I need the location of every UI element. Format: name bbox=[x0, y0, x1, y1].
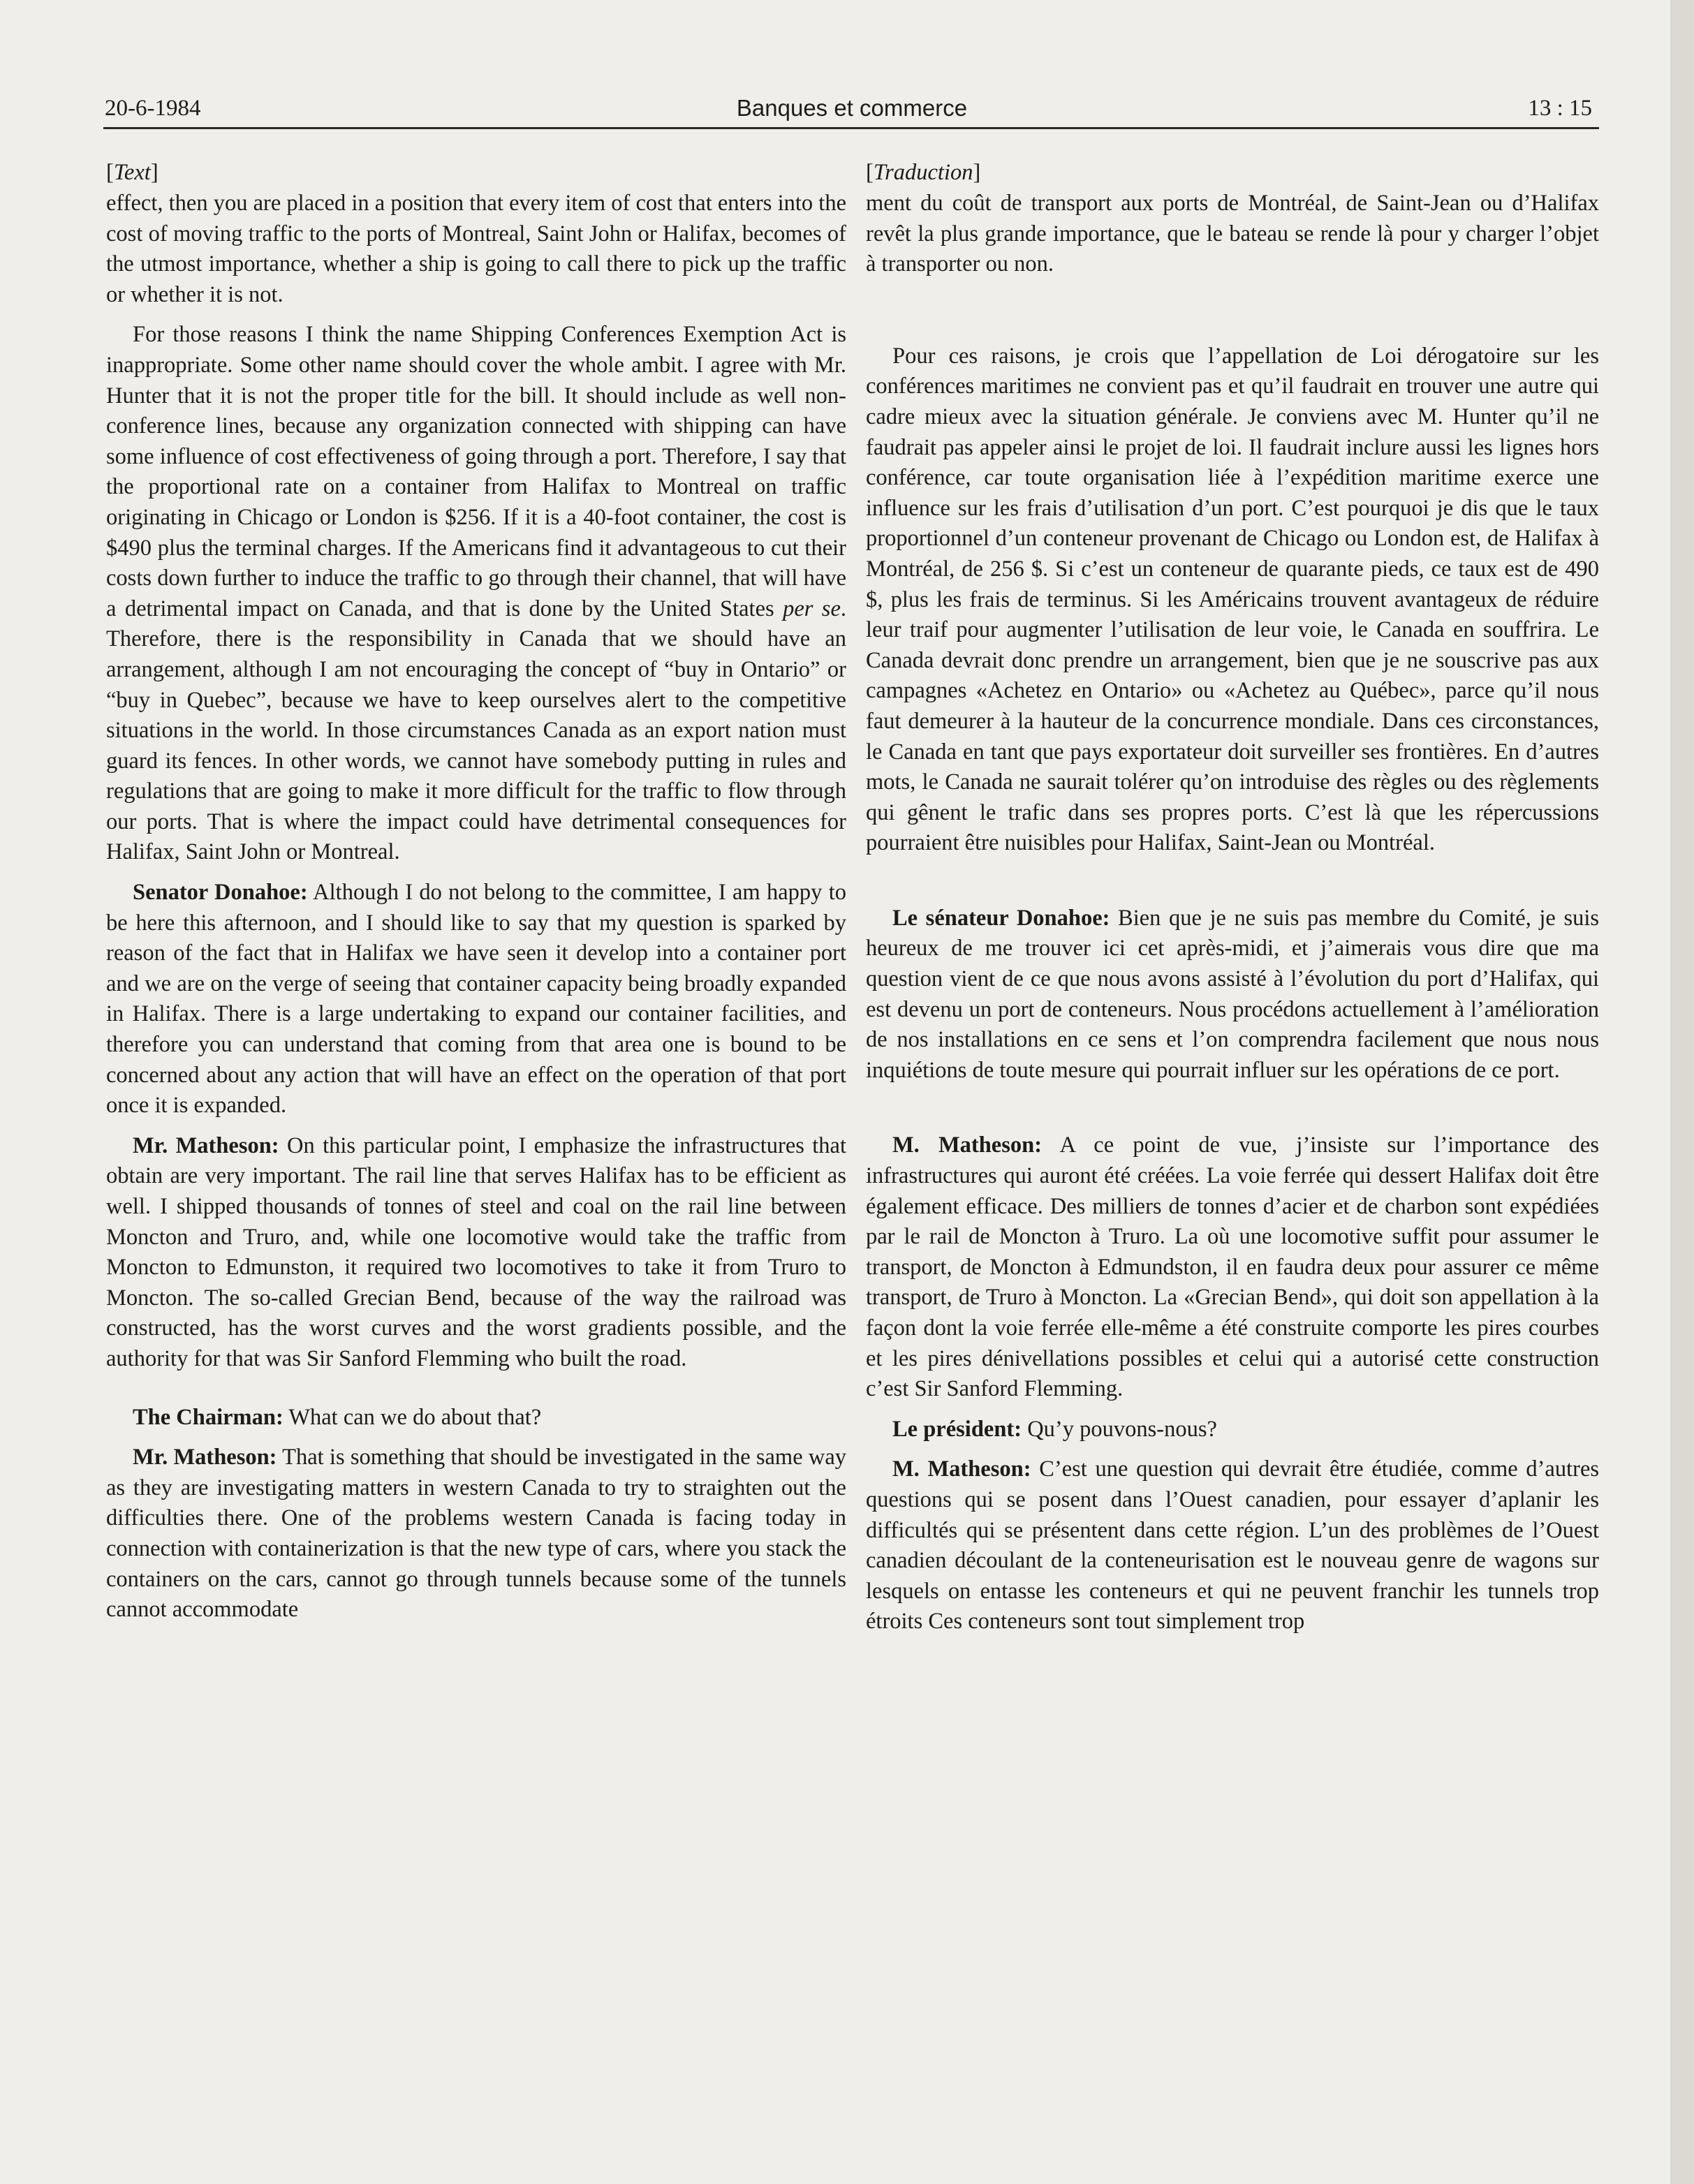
header-title: Banques et commerce bbox=[736, 95, 968, 121]
paragraph: Mr. Matheson: On this particular point, I emphasize the infrastructures that obtain are very important. The rail line that serves Halifax has to be efficient as well. I shipped thousands of tonnes of steel and coal on the rail line between Moncton and Truro, and, while one locomotive would take the traffic from Moncton to Edmunston, it required two locomotives to take it from Truro to Moncton. The so-called Grecian Bend, because of the way the railroad was constructed, has the worst curves and the worst gradients possible, and the authority for that was Sir Sanford Flemming who built the road. bbox=[106, 1132, 847, 1371]
header-page-number: 13 : 15 bbox=[1528, 96, 1592, 121]
paragraph: The Chairman: What can we do about that? bbox=[133, 1404, 542, 1430]
speaker-name: Mr. Matheson: bbox=[133, 1445, 277, 1470]
paragraph: M. Matheson: C’est une question qui devrait être étudiée, comme d’autres questions qui se posent dans l’Ouest canadien, pour essayer d’aplanir les difficultés qui se présentent dans cette région. L’un des problèmes de l’Ouest canadien découlant de la conteneurisation est le nouveau genre de wagons sur lesquels on entasse les conteneurs et qui ne peuvent franchir les tunnels trop étroits Ces conteneurs sont tout simplement trop bbox=[866, 1456, 1600, 1635]
paragraph: Le sénateur Donahoe: Bien que je ne suis pas membre du Comité, je suis heureux de me trouver ici cet après-midi, et j’aimerais vous dire que ma question vient de ce que nous avons assisté à l’évolution du port d’Halifax, qui est devenu un port de conteneurs. Nous procédons actuellement à l’amélioration de nos installations en ce sens et l’on comprendra facilement que nous nous inquiétions de toute mesure qui pourrait influer sur les opérations de ce port. bbox=[866, 905, 1600, 1083]
speaker-name: The Chairman: bbox=[133, 1404, 283, 1430]
paragraph: For those reasons I think the name Shipping Conferences Exemption Act is inappropriate. Some other name should cover the whole ambit. I agree with Mr. Hunter that it is not the proper title for the bill. It should include as well non-conference lines, because any organization connected with shipping can have some influence of cost effectiveness of going through a port. Therefore, I say that the proportional rate on a container from Halifax to Montreal on traffic originating in Chicago or London is $256. If it is a 40-foot container, the cost is $490 plus the terminal charges. If the Americans find it advantageous to cut their costs down further to induce the traffic to go through their channel, that will have a detrimental impact on Canada, and that is done by the United States per se. Therefore, there is the responsibility in Canada that we should have an arrangement, although I am not encouraging the concept of “buy in Ontario” or “buy in Quebec”, because we have to keep ourselves alert to the competitive situations in the world. In those circumstances Canada as an export nation must guard its fences. In other words, we cannot have somebody putting in rules and regulations that are going to make it more difficult for the traffic to flow through our ports. That is where the impact could have detrimental consequences for Halifax, Saint John or Montreal. bbox=[106, 322, 847, 865]
speaker-name: Le président: bbox=[892, 1416, 1022, 1442]
left-column-label: [Text] bbox=[106, 160, 159, 185]
paragraph: effect, then you are placed in a position that every item of cost that enters into the cost of moving traffic to the ports of Montreal, Saint John or Halifax, becomes of the utmost importance, whether a ship is going to call there to pick up the traffic or whether it is not. bbox=[106, 191, 846, 307]
header-date: 20-6-1984 bbox=[105, 96, 201, 121]
speaker-name: Mr. Matheson: bbox=[133, 1132, 279, 1158]
paragraph: Pour ces raisons, je crois que l’appellation de Loi dérogatoire sur les conférences maritimes ne convient pas et qu’il faudrait en trouver une autre qui cadre mieux avec la situation générale. Je conviens avec M. Hunter qu’il ne faudrait pas appeler ainsi le projet de loi. Il faudrait inclure aussi les lignes hors conférence, car toute organisation liée à l’expédition maritime exerce une influence sur les frais d’utilisation d’un port. C’est pourquoi je dis que le taux proportionnel d’un conteneur provenant de Chicago ou London est, de Halifax à Montréal, de 256 $. Si c’est un conteneur de quarante pieds, ce taux est de 490 $, plus les frais de terminus. Si les Américains trouvent avantageux de réduire leur traif pour augmenter l’utilisation de leur voie, le Canada en souffrira. Le Canada devrait donc prendre un arrangement, bien que je ne souscrive pas aux campagnes «Achetez en Ontario» ou «Achetez au Québec», parce qu’il nous faut demeurer à la hauteur de la concurrence mondiale. Dans ces circonstances, le Canada en tant que pays exportateur doit surveiller ses frontières. En d’autres mots, le Canada ne saurait tolérer qu’on introduise des règles ou des règlements qui gênent le trafic dans ses propres ports. C’est là que les répercussions pourraient être nuisibles pour Halifax, Saint-Jean ou Montréal. bbox=[866, 343, 1599, 856]
header-rule bbox=[103, 127, 1599, 129]
paragraph: Le président: Qu’y pouvons-nous? bbox=[892, 1416, 1217, 1442]
right-column-label: [Traduction] bbox=[866, 160, 981, 185]
speaker-name: M. Matheson: bbox=[892, 1132, 1043, 1158]
right-column bbox=[866, 158, 1599, 1637]
paragraph: ment du coût de transport aux ports de Montréal, de Saint-Jean ou d’Halifax revêt la plus grande importance, que le bateau se rende là pour y charger l’objet à transporter ou non. bbox=[866, 191, 1599, 277]
paragraph: Mr. Matheson: That is something that should be investigated in the same way as they are investigating matters in western Canada to try to straighten out the difficulties there. One of the problems western Canada is facing today in connection with containerization is that the new type of cars, where you stack the containers on the cars, cannot go through tunnels because some of the tunnels cannot accommodate bbox=[106, 1445, 846, 1623]
left-column bbox=[106, 158, 846, 1625]
page-header bbox=[105, 82, 1599, 127]
paragraph: M. Matheson: A ce point de vue, j’insiste sur l’importance des infrastructures qui auront été créées. La voie ferrée qui dessert Halifax doit être également efficace. Des milliers de tonnes d’acier et de charbon sont expédiées par le rail de Moncton à Truro. La où une locomotive suffit pour assumer le transport, de Moncton à Edmundston, il en faudra deux pour assurer ce même transport, de Truro à Moncton. La «Grecian Bend», qui doit son appellation à la façon dont la voie ferrée elle-même a été construite comporte les pires courbes et les pires dénivellations possibles et celui qui a autorisé cette construction c’est Sir Sanford Flemming. bbox=[866, 1132, 1599, 1402]
page-edge bbox=[1670, 0, 1694, 2184]
speaker-name: M. Matheson: bbox=[892, 1456, 1031, 1482]
paragraph: Senator Donahoe: Although I do not belong to the committee, I am happy to be here this afternoon, and I should like to say that my question is sparked by reason of the fact that in Halifax we have seen it develop into a container port and we are on the verge of seeing that container capacity being broadly expanded in Halifax. There is a large undertaking to expand our container facilities, and therefore you can understand that coming from that area one is bound to be concerned about any action that will have an effect on the operation of that port once it is expanded. bbox=[106, 880, 846, 1119]
speaker-name: Le sénateur Donahoe: bbox=[892, 905, 1110, 931]
speaker-name: Senator Donahoe: bbox=[133, 880, 308, 906]
